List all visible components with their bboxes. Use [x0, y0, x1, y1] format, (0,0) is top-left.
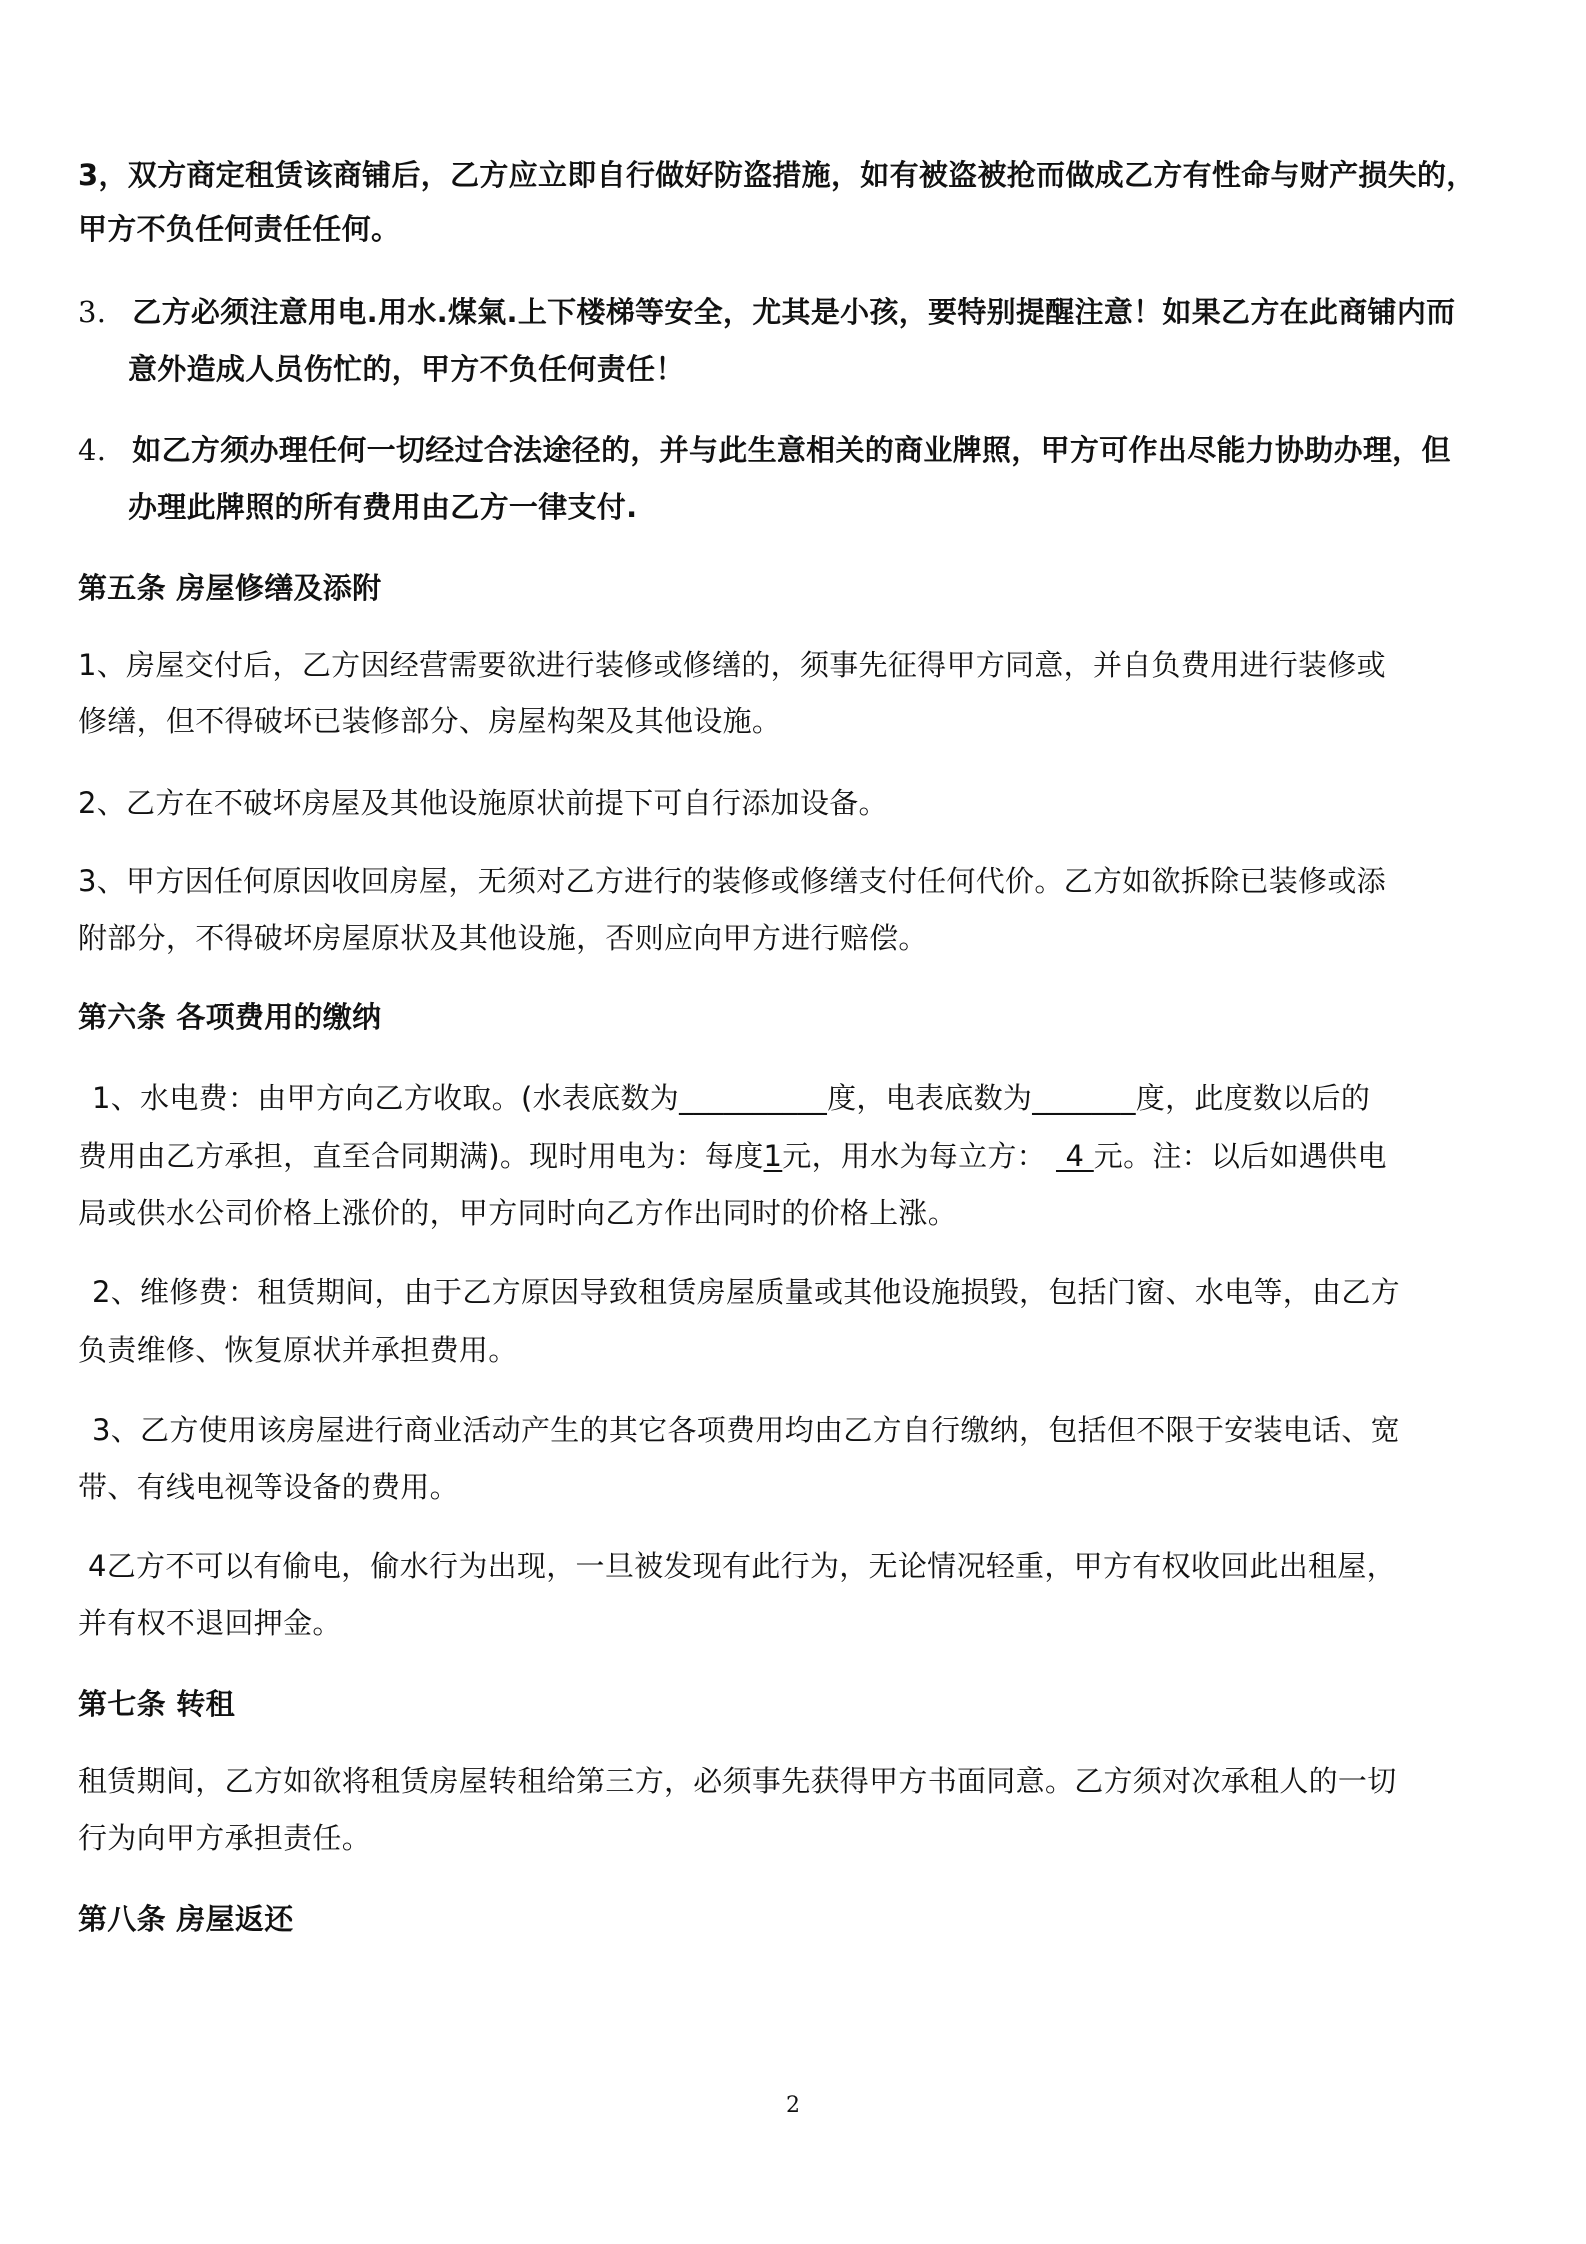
- electric-meter-blank: _______: [1032, 1081, 1136, 1115]
- clause-4-text: 如乙方须办理任何一切经过合法途径的，并与此生意相关的商业牌照，甲方可作出尽能力协助办理，但: [132, 433, 1451, 467]
- section-7-title: 第七条 转租: [78, 1687, 235, 1721]
- water-meter-blank: __________: [679, 1081, 828, 1115]
- clause-3a-line-2: 甲方不负任何责任任何。: [78, 212, 401, 246]
- section-6-p3-line-1: [78, 1410, 1518, 1450]
- section-5-p2: 2、乙方在不破坏房屋及其他设施原状前提下可自行添加设备。: [78, 786, 888, 820]
- clause-4-number: 4.: [78, 433, 107, 467]
- section-6-p1-line-2: [78, 1136, 1518, 1176]
- section-6-p1-b3: 元。注：以后如遇供电: [1093, 1139, 1387, 1173]
- section-6-p4-line-2: 并有权不退回押金。: [78, 1606, 342, 1640]
- section-6-p1-a2: 度，电表底数为: [827, 1081, 1033, 1115]
- clause-3b-line-2: 意外造成人员伤忙的，甲方不负任何责任！: [128, 352, 685, 386]
- section-6-p1-a1: 1、水电费：由甲方向乙方收取。(水表底数为: [92, 1081, 680, 1115]
- section-6-title: 第六条 各项费用的缴纳: [78, 1000, 382, 1034]
- section-6-p3-line-2: 带、有线电视等设备的费用。: [78, 1470, 459, 1504]
- clause-3a-line-1: 3，双方商定租赁该商铺后，乙方应立即自行做好防盗措施，如有被盗被抢而做成乙方有性命与财产损失的，: [78, 158, 1476, 192]
- clause-3b-text: 乙方必须注意用电.用水.煤氣.上下楼梯等安全，尤其是小孩，要特别提醒注意！如果乙方在此商铺内而: [132, 295, 1456, 329]
- section-5-p3-line-2: 附部分，不得破坏房屋原状及其他设施，否则应向甲方进行赔偿。: [78, 921, 928, 955]
- electricity-price: 1: [763, 1139, 783, 1173]
- clause-3b-number: 3.: [78, 295, 107, 329]
- section-6-p1-b2: 元，用水为每立方：: [782, 1139, 1046, 1173]
- section-5-p1-line-2: 修缮，但不得破坏已装修部分、房屋构架及其他设施。: [78, 704, 782, 738]
- section-6-p1-line-1: [78, 1078, 1518, 1118]
- water-price: 4: [1055, 1139, 1094, 1173]
- section-6-p4-text: 4乙方不可以有偷电，偷水行为出现，一旦被发现有此行为，无论情况轻重，甲方有权收回此出租屋，: [88, 1549, 1396, 1583]
- section-6-p2-text: 2、维修费：租赁期间，由于乙方原因导致租赁房屋质量或其他设施损毁，包括门窗、水电等，由乙方: [92, 1275, 1400, 1309]
- section-6-p1-line-3: 局或供水公司价格上涨价的，甲方同时向乙方作出同时的价格上涨。: [78, 1196, 958, 1230]
- section-6-p1-a3: 度，此度数以后的: [1135, 1081, 1371, 1115]
- page-number: 2: [786, 2093, 800, 2118]
- section-5-p1-line-1: 1、房屋交付后，乙方因经营需要欲进行装修或修缮的，须事先征得甲方同意，并自负费用进行装修或: [78, 648, 1386, 682]
- section-6-p4-line-1: [78, 1546, 1518, 1586]
- clause-4-line-1: [78, 430, 1518, 470]
- section-7-p-line-1: 租赁期间，乙方如欲将租赁房屋转租给第三方，必须事先获得甲方书面同意。乙方须对次承租人的一切: [78, 1764, 1397, 1798]
- clause-4-line-2: 办理此牌照的所有费用由乙方一律支付.: [128, 490, 638, 524]
- section-6-p2-line-2: 负责维修、恢复原状并承担费用。: [78, 1333, 518, 1367]
- section-8-title: 第八条 房屋返还: [78, 1902, 294, 1936]
- section-6-p2-line-1: [78, 1272, 1518, 1312]
- section-6-p1-b1: 费用由乙方承担，直至合同期满)。现时用电为：每度: [78, 1139, 764, 1173]
- section-6-p3-text: 3、乙方使用该房屋进行商业活动产生的其它各项费用均由乙方自行缴纳，包括但不限于安装电话、宽: [92, 1413, 1400, 1447]
- clause-3b-line-1: [78, 292, 1518, 332]
- section-7-p-line-2: 行为向甲方承担责任。: [78, 1821, 372, 1855]
- section-5-title: 第五条 房屋修缮及添附: [78, 571, 382, 605]
- section-5-p3-line-1: 3、甲方因任何原因收回房屋，无须对乙方进行的装修或修缮支付任何代价。乙方如欲拆除已装修或添: [78, 864, 1386, 898]
